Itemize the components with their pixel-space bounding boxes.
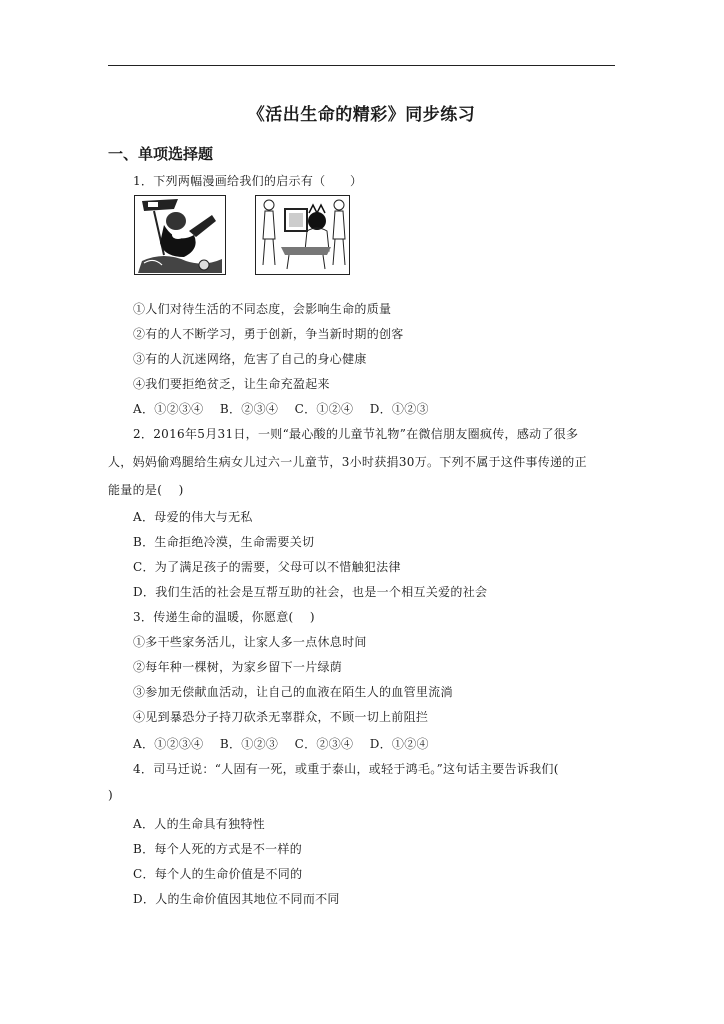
section-heading: 一、单项选择题 — [108, 145, 214, 163]
q4-option-a: A．人的生命具有独特性 — [133, 817, 265, 831]
q3-options: A．①②③④ B．①②③ C．②③④ D．①②④ — [133, 737, 429, 751]
header-rule — [108, 65, 615, 66]
cartoon-right-image — [255, 195, 350, 275]
q1-statement-2: ②有的人不断学习，勇于创新，争当新时期的创客 — [133, 327, 404, 341]
q2-option-a: A．母爱的伟大与无私 — [133, 510, 253, 524]
q2-option-d: D．我们生活的社会是互帮互助的社会，也是一个相互关爱的社会 — [133, 585, 488, 599]
q1-options: A．①②③④ B．②③④ C．①②④ D．①②③ — [133, 402, 429, 416]
document-title: 《活出生命的精彩》同步练习 — [247, 105, 476, 125]
q4-option-b: B．每个人死的方式是不一样的 — [133, 842, 303, 856]
q2-option-b: B．生命拒绝冷漠，生命需要关切 — [133, 535, 315, 549]
q1-statement-3: ③有的人沉迷网络，危害了自己的身心健康 — [133, 352, 367, 366]
q3-statement-3: ③参加无偿献血活动，让自己的血液在陌生人的血管里流淌 — [133, 685, 453, 699]
q2-stem-line-1: 2．2016年5月31日，一则“最心酸的儿童节礼物”在微信朋友圈疯传，感动了很多 — [133, 427, 579, 441]
q4-stem-line-2: ) — [108, 788, 113, 802]
cartoon-left-image — [134, 195, 226, 275]
q4-stem-line-1: 4．司马迁说：“人固有一死，或重于泰山，或轻于鸿毛。”这句话主要告诉我们( — [133, 762, 559, 776]
q4-option-d: D．人的生命价值因其地位不同而不同 — [133, 892, 340, 906]
q4-option-c: C．每个人的生命价值是不同的 — [133, 867, 303, 881]
q2-stem-line-2: 人，妈妈偷鸡腿给生病女儿过六一儿童节，3小时获捐30万。下列不属于这件事传递的正 — [108, 455, 587, 469]
q1-stem: 1．下列两幅漫画给我们的启示有（ ） — [133, 174, 363, 188]
q2-option-c: C．为了满足孩子的需要，父母可以不惜触犯法律 — [133, 560, 401, 574]
q3-statement-2: ②每年种一棵树，为家乡留下一片绿荫 — [133, 660, 343, 674]
q1-statement-1: ①人们对待生活的不同态度，会影响生命的质量 — [133, 302, 392, 316]
q2-stem-line-3: 能量的是( ) — [108, 483, 184, 497]
q3-statement-1: ①多干些家务活儿，让家人多一点休息时间 — [133, 635, 367, 649]
q1-statement-4: ④我们要拒绝贫乏，让生命充盈起来 — [133, 377, 330, 391]
q3-statement-4: ④见到暴恐分子持刀砍杀无辜群众，不顾一切上前阻拦 — [133, 710, 429, 724]
q3-stem: 3．传递生命的温暖，你愿意( ) — [133, 610, 315, 624]
